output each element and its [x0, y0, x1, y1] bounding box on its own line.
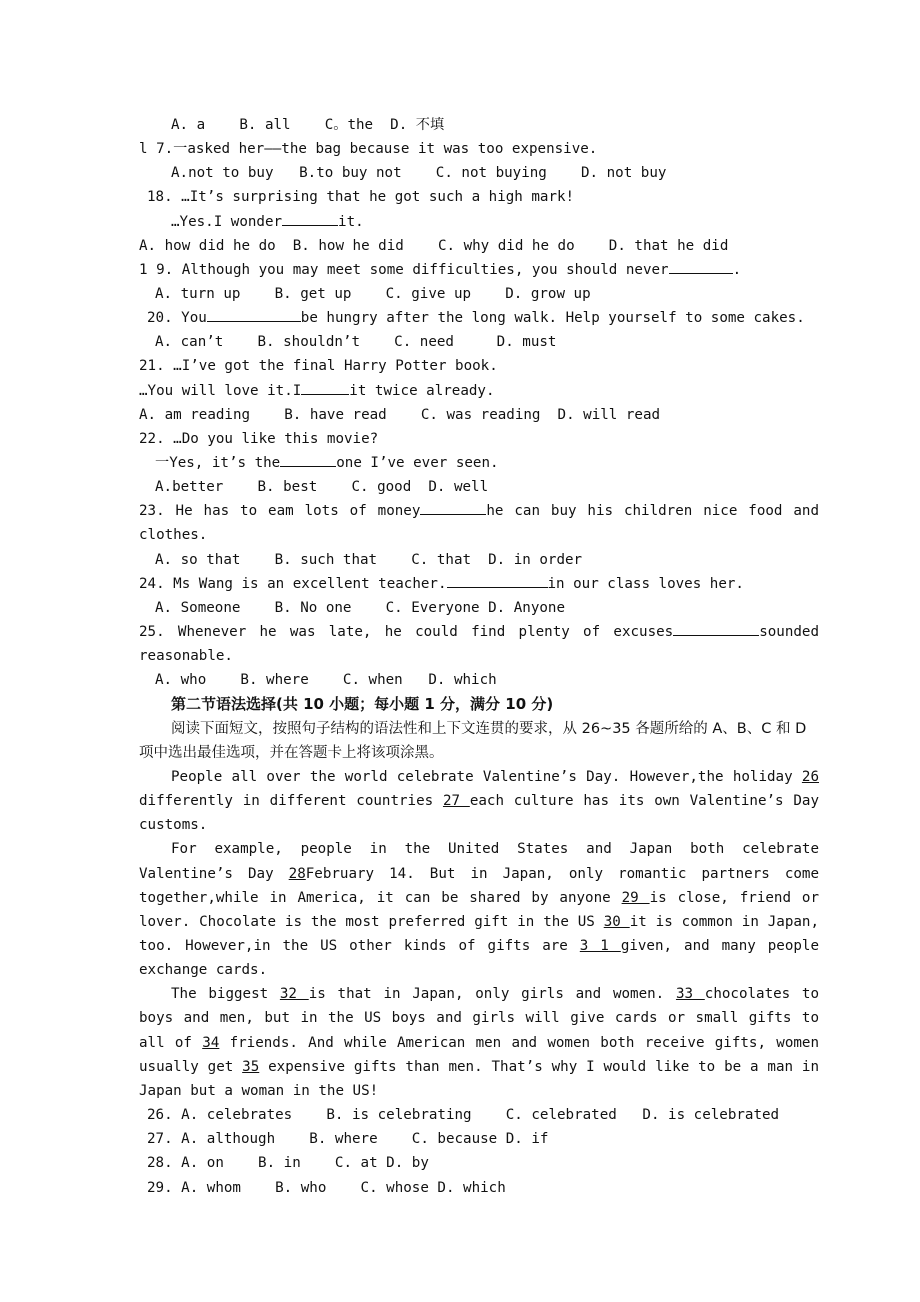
- p3-text-b: is that in Japan, only girls and women.: [308, 986, 676, 1003]
- p2-text-c: is close, friend or lover. Chocolate is the most preferred gift in the US: [139, 889, 819, 930]
- q23-stem-a: 23. He has to eam lots of money: [139, 503, 421, 520]
- q18-blank: [282, 211, 338, 226]
- q23-options: A. so that B. such that C. that D. in order: [155, 551, 583, 568]
- q20-blank: [207, 307, 301, 322]
- q20-options: A. can’t B. shouldn’t C. need D. must: [155, 334, 557, 351]
- q24-options: A. Someone B. No one C. Everyone D. Anyone: [155, 599, 565, 616]
- q22-reply-a: 一Yes, it’s the: [155, 454, 281, 471]
- q22-options: A.better B. best C. good D. well: [155, 479, 489, 496]
- q25-options: A. who B. where C. when D. which: [155, 672, 497, 689]
- passage-paragraph-3: [139, 982, 819, 1103]
- q18-reply: [139, 210, 819, 234]
- q25-blank: [673, 621, 759, 636]
- blank-34: 34: [202, 1034, 220, 1051]
- q23-stem-b: he can buy his children nice food and clothes.: [139, 503, 819, 544]
- q18-stem: 18. …It’s surprising that he got such a high mark!: [147, 189, 575, 206]
- q16-options: A. a B. all C。the D. 不填: [171, 117, 445, 133]
- q29-options: 29. A. whom B. who C. whose D. which: [147, 1179, 506, 1196]
- q17-options: A.not to buy B.to buy not C. not buying D. not buy: [171, 165, 667, 182]
- q25-stem: [139, 620, 819, 668]
- q20-stem-a: 20. You: [147, 310, 207, 327]
- passage-paragraph-2: [139, 837, 819, 982]
- q20-stem: [139, 306, 819, 330]
- blank-27: 27: [442, 793, 470, 810]
- q19-options: A. turn up B. get up C. give up D. grow up: [155, 285, 591, 302]
- q20-stem-b: be hungry after the long walk. Help yourself to some cakes.: [300, 310, 805, 327]
- blank-33: 33: [675, 986, 705, 1003]
- q18-reply-b: it.: [338, 213, 364, 230]
- q24-blank: [447, 573, 548, 588]
- passage-paragraph-1: [139, 765, 819, 837]
- q25-stem-a: 25. Whenever he was late, he could find plenty of excuses: [139, 623, 674, 640]
- p1-text-c: each culture has its own Valentine’s Day customs.: [139, 793, 819, 834]
- blank-32: 32: [279, 986, 309, 1003]
- q21-reply-a: …You will love it.I: [139, 382, 302, 399]
- q21-reply: [139, 379, 819, 403]
- q23-stem: [139, 499, 819, 547]
- blank-31: 3 1: [579, 937, 621, 954]
- q22-stem: 22. …Do you like this movie?: [139, 430, 379, 447]
- p3-text-e: expensive gifts than men. That’s why I would like to be a man in Japan but a woman in the US!: [139, 1058, 819, 1099]
- q28-options: 28. A. on B. in C. at D. by: [147, 1155, 429, 1172]
- q19-stem: [139, 258, 819, 282]
- p2-text-e: given, and many people exchange cards.: [139, 937, 819, 979]
- blank-35: 35: [242, 1058, 260, 1075]
- q24-stem-b: in our class loves her.: [547, 575, 744, 592]
- section-instruction: 阅读下面短文，按照句子结构的语法性和上下文连贯的要求，从 26~35 各题所给的 A、B、C 和 D 项中选出最佳选项，并在答题卡上将该项涂黑。: [139, 720, 807, 761]
- q21-stem: 21. …I’ve got the final Harry Potter book.: [139, 358, 498, 375]
- q23-blank: [420, 500, 486, 515]
- p3-text-a: The biggest: [171, 986, 280, 1003]
- blank-28: 28: [288, 865, 306, 882]
- blank-26: 26: [801, 768, 819, 785]
- q22-reply: [139, 451, 819, 475]
- q17-stem: l 7.一asked her——the bag because it was too expensive.: [139, 141, 598, 158]
- exam-page: [139, 113, 819, 1200]
- q21-blank: [301, 380, 349, 395]
- q18-reply-a: …Yes.I wonder: [171, 213, 283, 230]
- blank-29: 29: [621, 889, 650, 906]
- q19-stem-b: .: [732, 261, 742, 278]
- q21-options: A. am reading B. have read C. was reading D. will read: [139, 406, 661, 423]
- q21-reply-b: it twice already.: [349, 382, 495, 399]
- q22-blank: [280, 452, 336, 467]
- q19-stem-a: 1 9. Although you may meet some difficulties, you should never: [139, 261, 669, 278]
- q27-options: 27. A. although B. where C. because D. if: [147, 1131, 549, 1148]
- q24-stem: [139, 572, 819, 596]
- p3-text-c: chocolates to boys and men, but in the US boys and girls will give cards or small gifts to all of: [139, 986, 820, 1051]
- p1-text-b: differently in different countries: [139, 793, 443, 810]
- p2-text-a: For example, people in the United States and Japan both celebrate Valentine’s Day: [139, 841, 819, 882]
- blank-30: 30: [603, 913, 630, 930]
- p2-text-b: February 14. But in Japan, only romantic partners come together,while in America, it can be shared by anyone: [139, 865, 819, 906]
- q24-stem-a: 24. Ms Wang is an excellent teacher.: [139, 575, 447, 592]
- q25-stem-b: sounded reasonable.: [139, 623, 819, 665]
- q26-options: 26. A. celebrates B. is celebrating C. celebrated D. is celebrated: [147, 1107, 780, 1124]
- section-heading: 第二节语法选择(共 10 小题；每小题 1 分，满分 10 分): [171, 695, 554, 714]
- p1-text-a: People all over the world celebrate Valentine’s Day. However,the holiday: [171, 768, 802, 785]
- p2-text-d: it is common in Japan, too. However,in the US other kinds of gifts are: [139, 913, 820, 954]
- q19-blank: [669, 259, 733, 274]
- q18-options: A. how did he do B. how he did C. why did he do D. that he did: [139, 237, 729, 254]
- q22-reply-b: one I’ve ever seen.: [336, 454, 499, 471]
- p3-text-d: friends. And while American men and women both receive gifts, women usually get: [139, 1034, 819, 1075]
